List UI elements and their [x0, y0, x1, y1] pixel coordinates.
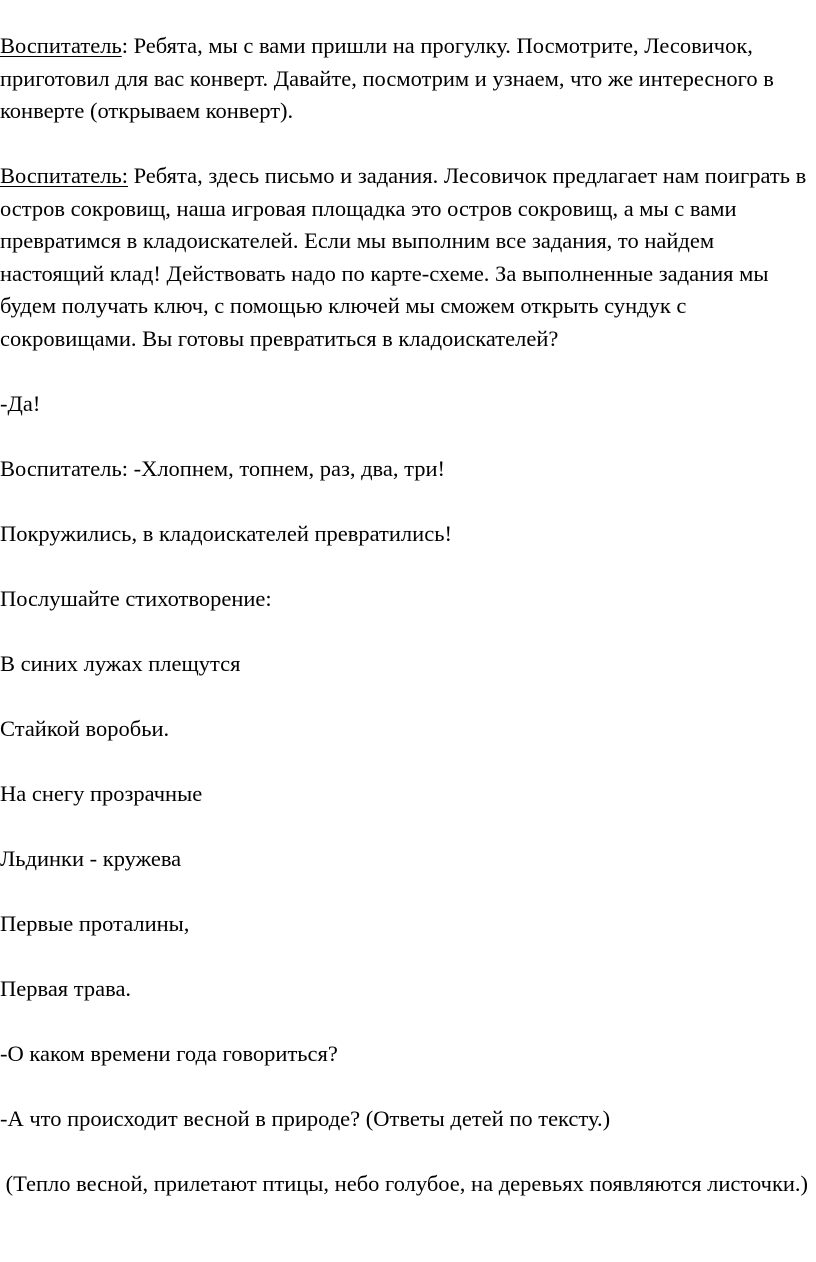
paragraph-text: : Ребята, мы с вами пришли на прогулку. Посмотрите, Лесовичок, приготовил для вас конверт. Давайте, посмотрим и узнаем, что же интересного в конверте (открываем конверт).	[0, 33, 774, 123]
paragraph-6: Послушайте стихотворение:	[0, 585, 272, 611]
paragraph-4: Воспитатель: -Хлопнем, топнем, раз, два, три!	[0, 455, 445, 481]
paragraph-text: Ребята, здесь письмо и задания. Лесовичок предлагает нам поиграть в остров сокровищ, наша игровая площадка это остров сокровищ, а мы с вами превратимся в кладоискателей. Если мы выполним все задания, то найдем настоящий клад! Действовать надо по карте-схеме. За выполненные задания мы будем получать ключ, с помощью ключей мы сможем открыть сундук с сокровищами. Вы готовы превратиться в кладоискателей?	[0, 163, 807, 351]
poem-line-2: Стайкой воробьи.	[0, 715, 170, 741]
paragraph-3: -Да!	[0, 390, 41, 416]
poem-line-5: Первые проталины,	[0, 910, 190, 936]
paragraph-1	[0, 30, 812, 128]
poem-line-1: В синих лужах плещутся	[0, 650, 241, 676]
poem-line-6: Первая трава.	[0, 975, 132, 1001]
question-1: -О каком времени года говориться?	[0, 1040, 338, 1066]
paragraph-5: Покружились, в кладоискателей превратились!	[0, 520, 452, 546]
poem-line-3: На снегу прозрачные	[0, 780, 203, 806]
speaker-label: Воспитатель	[0, 33, 122, 58]
answer-note: (Тепло весной, прилетают птицы, небо голубое, на деревьях появляются листочки.)	[0, 1170, 809, 1196]
question-2: -А что происходит весной в природе? (Ответы детей по тексту.)	[0, 1105, 611, 1131]
document-page	[0, 30, 812, 1233]
poem-line-4: Льдинки - кружева	[0, 845, 182, 871]
paragraph-2	[0, 160, 812, 355]
speaker-label: Воспитатель:	[0, 163, 128, 188]
